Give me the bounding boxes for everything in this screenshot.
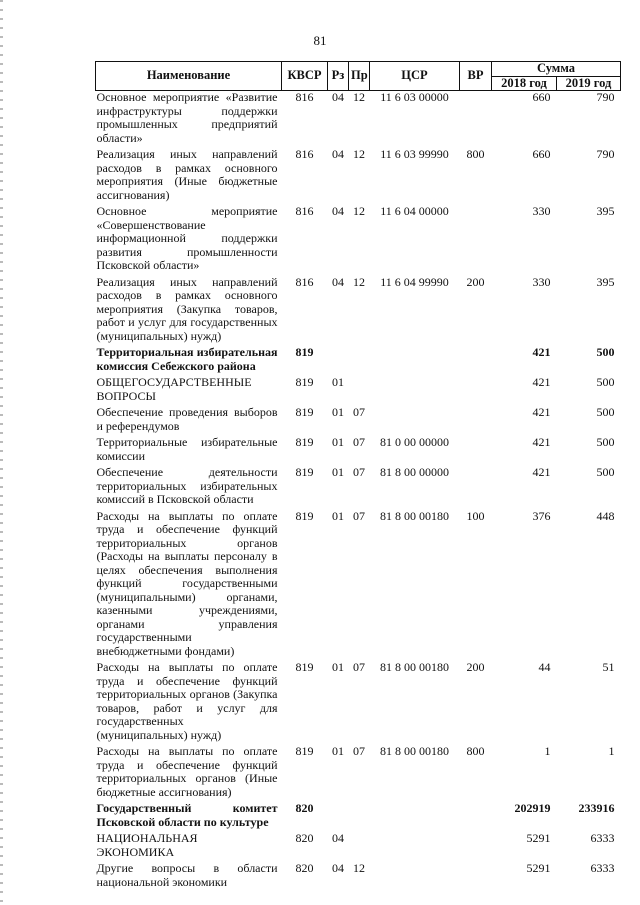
- cell-vr: [460, 205, 492, 276]
- cell-y2019: 6333: [590, 831, 615, 845]
- cell-rz: 01: [332, 465, 344, 479]
- header-name: Наименование: [96, 62, 282, 91]
- table-row: [96, 661, 621, 745]
- table-body: [96, 91, 621, 893]
- cell-y2019: 6333: [590, 861, 615, 875]
- page-number: 81: [313, 33, 327, 48]
- cell-y2018: 5291: [526, 831, 551, 845]
- cell-csr: 11 6 03 99990: [380, 147, 449, 161]
- cell-y2019: 51: [602, 660, 615, 674]
- cell-y2019: 500: [596, 465, 615, 479]
- cell-vr: [460, 406, 492, 436]
- cell-kvsr: 820: [295, 861, 314, 875]
- cell-y2018: 421: [532, 435, 551, 449]
- cell-name: Обеспечение проведения выборов и референдумов: [96, 405, 278, 433]
- table-row: [96, 148, 621, 205]
- cell-csr: 81 0 00 00000: [380, 435, 449, 449]
- cell-y2018: 376: [532, 508, 551, 523]
- cell-kvsr: 820: [295, 801, 314, 815]
- cell-name: Основное мероприятие «Развитие инфраструктуры поддержки промышленных предприятий области»: [96, 90, 278, 145]
- cell-name: Реализация иных направлений расходов в рамках основного мероприятия (Иные бюджетные ассигнования): [96, 147, 278, 202]
- cell-name: Территориальные избирательные комиссии: [96, 435, 278, 463]
- cell-name: Расходы на выплаты по оплате труда и обеспечение функций территориальных органов (Расходы на выплаты персоналу в целях обеспечения выполнения функций государственными (муниципальными) органами, казенными учреждениями, органами управления государственными внебюджетными фондами): [96, 508, 278, 658]
- table-row: [96, 510, 621, 662]
- cell-rz: 04: [332, 831, 344, 845]
- cell-pr: 12: [353, 204, 365, 218]
- cell-kvsr: 819: [295, 435, 314, 449]
- cell-pr: 07: [353, 435, 365, 449]
- header-2019: 2019 год: [557, 76, 621, 91]
- cell-rz: 01: [332, 375, 344, 389]
- cell-csr: [370, 406, 460, 436]
- cell-y2019: 500: [596, 405, 615, 419]
- cell-vr: [460, 466, 492, 510]
- cell-pr: [349, 376, 370, 406]
- cell-rz: [328, 802, 349, 832]
- cell-y2018: 44: [538, 660, 551, 674]
- cell-rz: 01: [332, 435, 344, 449]
- cell-y2019: 500: [596, 345, 615, 359]
- header-2018: 2018 год: [492, 76, 557, 91]
- cell-name: Государственный комитет Псковской области по культуре: [96, 801, 278, 829]
- cell-kvsr: 819: [295, 345, 314, 359]
- header-sum: Сумма: [492, 62, 621, 77]
- cell-csr: 81 8 00 00180: [380, 508, 449, 523]
- cell-y2018: 660: [532, 147, 551, 161]
- cell-y2018: 421: [532, 405, 551, 419]
- cell-pr: 07: [353, 660, 365, 674]
- cell-pr: [349, 802, 370, 832]
- table-row: [96, 745, 621, 802]
- cell-rz: 04: [332, 204, 344, 218]
- cell-y2018: 660: [532, 90, 551, 104]
- budget-table: [95, 61, 621, 892]
- cell-name: Территориальная избирательная комиссия Себежского района: [96, 345, 278, 373]
- cell-csr: 81 8 00 00000: [380, 465, 449, 479]
- cell-vr: [460, 436, 492, 466]
- table-row: [96, 205, 621, 276]
- cell-vr: 100: [466, 508, 485, 523]
- cell-y2019: 395: [596, 274, 615, 289]
- cell-kvsr: 819: [295, 744, 314, 758]
- cell-vr: 200: [466, 660, 485, 674]
- cell-csr: 11 6 04 00000: [380, 204, 449, 218]
- cell-pr: [349, 832, 370, 862]
- cell-csr: 11 6 03 00000: [380, 90, 449, 104]
- cell-y2018: 421: [532, 465, 551, 479]
- cell-vr: [460, 346, 492, 376]
- cell-kvsr: 816: [295, 147, 314, 161]
- cell-rz: 01: [332, 660, 344, 674]
- cell-vr: 800: [466, 147, 485, 161]
- cell-rz: 04: [332, 861, 344, 875]
- cell-rz: 04: [332, 274, 344, 289]
- cell-name: Расходы на выплаты по оплате труда и обеспечение функций территориальных органов (Закупка товаров, работ и услуг для государственных (муниципальных) нужд): [96, 660, 278, 742]
- cell-kvsr: 819: [295, 660, 314, 674]
- cell-rz: 01: [332, 744, 344, 758]
- cell-csr: 11 6 04 99990: [380, 274, 449, 289]
- cell-rz: [328, 346, 349, 376]
- table-row: [96, 346, 621, 376]
- table-row: [96, 91, 621, 149]
- cell-pr: 12: [353, 90, 365, 104]
- cell-y2019: 448: [596, 508, 615, 523]
- cell-pr: 12: [353, 861, 365, 875]
- cell-kvsr: 819: [295, 508, 314, 523]
- cell-rz: 01: [332, 405, 344, 419]
- cell-rz: 04: [332, 90, 344, 104]
- cell-kvsr: 816: [295, 204, 314, 218]
- cell-kvsr: 819: [295, 465, 314, 479]
- table-row: [96, 832, 621, 862]
- cell-kvsr: 819: [295, 375, 314, 389]
- cell-vr: [460, 376, 492, 406]
- cell-csr: 81 8 00 00180: [380, 744, 449, 758]
- cell-csr: [370, 862, 460, 892]
- cell-csr: [370, 802, 460, 832]
- table-row: [96, 802, 621, 832]
- table-row: [96, 862, 621, 892]
- header-vr: ВР: [460, 62, 492, 91]
- cell-name: Основное мероприятие «Совершенствование информационной поддержки развития промышленности Псковской области»: [96, 204, 278, 272]
- table-row: [96, 466, 621, 510]
- cell-csr: [370, 376, 460, 406]
- cell-y2018: 421: [532, 345, 551, 359]
- cell-y2019: 1: [608, 744, 615, 758]
- cell-y2018: 202919: [514, 801, 551, 815]
- cell-csr: [370, 832, 460, 862]
- table-header: [96, 62, 621, 91]
- scan-edge-marks: [0, 0, 3, 905]
- cell-name: НАЦИОНАЛЬНАЯ ЭКОНОМИКА: [96, 831, 198, 859]
- table-row: [96, 406, 621, 436]
- cell-vr: [460, 91, 492, 149]
- cell-rz: 01: [332, 508, 344, 523]
- cell-vr: [460, 832, 492, 862]
- cell-name: Расходы на выплаты по оплате труда и обеспечение функций территориальных органов (Иные бюджетные ассигнования): [96, 744, 278, 799]
- cell-y2018: 1: [544, 744, 551, 758]
- cell-y2019: 395: [596, 204, 615, 218]
- cell-y2019: 233916: [578, 801, 615, 815]
- cell-y2018: 330: [532, 274, 551, 289]
- cell-vr: [460, 862, 492, 892]
- header-pr: Пр: [349, 62, 370, 91]
- cell-vr: [460, 802, 492, 832]
- table-row: [96, 276, 621, 347]
- cell-csr: [370, 346, 460, 376]
- cell-pr: 07: [353, 744, 365, 758]
- cell-pr: 07: [353, 405, 365, 419]
- table-row: [96, 376, 621, 406]
- cell-pr: [349, 346, 370, 376]
- cell-csr: 81 8 00 00180: [380, 660, 449, 674]
- cell-y2018: 330: [532, 204, 551, 218]
- cell-name: Обеспечение деятельности территориальных избирательных комиссий в Псковской области: [96, 465, 278, 506]
- cell-pr: 12: [353, 147, 365, 161]
- cell-kvsr: 820: [295, 831, 314, 845]
- cell-rz: 04: [332, 147, 344, 161]
- header-rz: Рз: [328, 62, 349, 91]
- cell-y2019: 500: [596, 375, 615, 389]
- cell-kvsr: 816: [295, 90, 314, 104]
- header-csr: ЦСР: [370, 62, 460, 91]
- cell-y2018: 5291: [526, 861, 551, 875]
- cell-kvsr: 819: [295, 405, 314, 419]
- cell-name: Другие вопросы в области национальной экономики: [96, 861, 278, 889]
- cell-y2018: 421: [532, 375, 551, 389]
- cell-kvsr: 816: [295, 274, 314, 289]
- header-kvsr: КВСР: [282, 62, 328, 91]
- cell-pr: 12: [353, 274, 365, 289]
- table-row: [96, 436, 621, 466]
- cell-name: Реализация иных направлений расходов в рамках основного мероприятия (Закупка товаров, работ и услуг для государственных (муниципальных) нужд): [96, 274, 278, 343]
- cell-pr: 07: [353, 465, 365, 479]
- cell-y2019: 500: [596, 435, 615, 449]
- cell-vr: 200: [466, 274, 485, 289]
- cell-vr: 800: [466, 744, 485, 758]
- cell-pr: 07: [353, 508, 365, 523]
- cell-y2019: 790: [596, 90, 615, 104]
- cell-name: ОБЩЕГОСУДАРСТВЕННЫЕ ВОПРОСЫ: [96, 375, 252, 403]
- cell-y2019: 790: [596, 147, 615, 161]
